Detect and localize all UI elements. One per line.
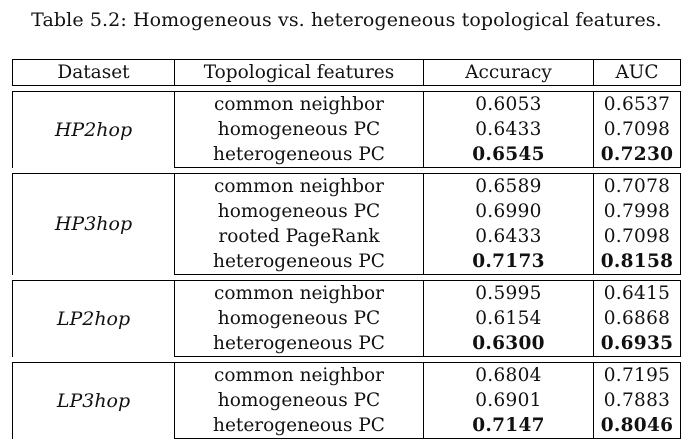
table-caption: Table 5.2: Homogeneous vs. heterogeneous topological features. <box>31 9 662 31</box>
auc-cell: 0.6537 <box>593 91 681 117</box>
column-header-dataset: Dataset <box>12 59 174 86</box>
feature-cell: homogeneous PC <box>174 117 423 142</box>
accuracy-cell: 0.6589 <box>423 173 593 199</box>
feature-cell: homogeneous PC <box>174 306 423 331</box>
auc-cell: 0.7998 <box>593 199 681 224</box>
column-header-features: Topological features <box>174 59 423 86</box>
feature-cell: heterogeneous PC <box>174 331 423 357</box>
accuracy-cell: 0.6433 <box>423 117 593 142</box>
dataset-cell: LP2hop <box>12 280 174 357</box>
dataset-cell: HP3hop <box>12 173 174 275</box>
feature-cell: heterogeneous PC <box>174 249 423 275</box>
feature-cell: heterogeneous PC <box>174 142 423 168</box>
auc-cell: 0.8158 <box>593 249 681 275</box>
feature-cell: rooted PageRank <box>174 224 423 249</box>
feature-cell: common neighbor <box>174 280 423 306</box>
accuracy-cell: 0.6804 <box>423 362 593 388</box>
accuracy-cell: 0.5995 <box>423 280 593 306</box>
table-row <box>12 91 681 117</box>
accuracy-cell: 0.6990 <box>423 199 593 224</box>
accuracy-cell: 0.6300 <box>423 331 593 357</box>
feature-cell: heterogeneous PC <box>174 413 423 439</box>
feature-cell: homogeneous PC <box>174 388 423 413</box>
dataset-cell: LP3hop <box>12 362 174 439</box>
table-row <box>12 362 681 388</box>
auc-cell: 0.6415 <box>593 280 681 306</box>
auc-cell: 0.7195 <box>593 362 681 388</box>
table-row <box>12 280 681 306</box>
accuracy-cell: 0.6545 <box>423 142 593 168</box>
auc-cell: 0.7230 <box>593 142 681 168</box>
auc-cell: 0.7883 <box>593 388 681 413</box>
column-header-accuracy: Accuracy <box>423 59 593 86</box>
auc-cell: 0.6935 <box>593 331 681 357</box>
auc-cell: 0.8046 <box>593 413 681 439</box>
table-row <box>12 173 681 199</box>
accuracy-cell: 0.6053 <box>423 91 593 117</box>
auc-cell: 0.7078 <box>593 173 681 199</box>
accuracy-cell: 0.7147 <box>423 413 593 439</box>
accuracy-cell: 0.6901 <box>423 388 593 413</box>
column-header-auc: AUC <box>593 59 681 86</box>
feature-cell: common neighbor <box>174 362 423 388</box>
accuracy-cell: 0.7173 <box>423 249 593 275</box>
results-table <box>12 59 681 439</box>
feature-cell: common neighbor <box>174 173 423 199</box>
accuracy-cell: 0.6154 <box>423 306 593 331</box>
auc-cell: 0.7098 <box>593 224 681 249</box>
dataset-cell: HP2hop <box>12 91 174 168</box>
accuracy-cell: 0.6433 <box>423 224 593 249</box>
feature-cell: homogeneous PC <box>174 199 423 224</box>
auc-cell: 0.7098 <box>593 117 681 142</box>
feature-cell: common neighbor <box>174 91 423 117</box>
auc-cell: 0.6868 <box>593 306 681 331</box>
header-row <box>12 59 681 86</box>
